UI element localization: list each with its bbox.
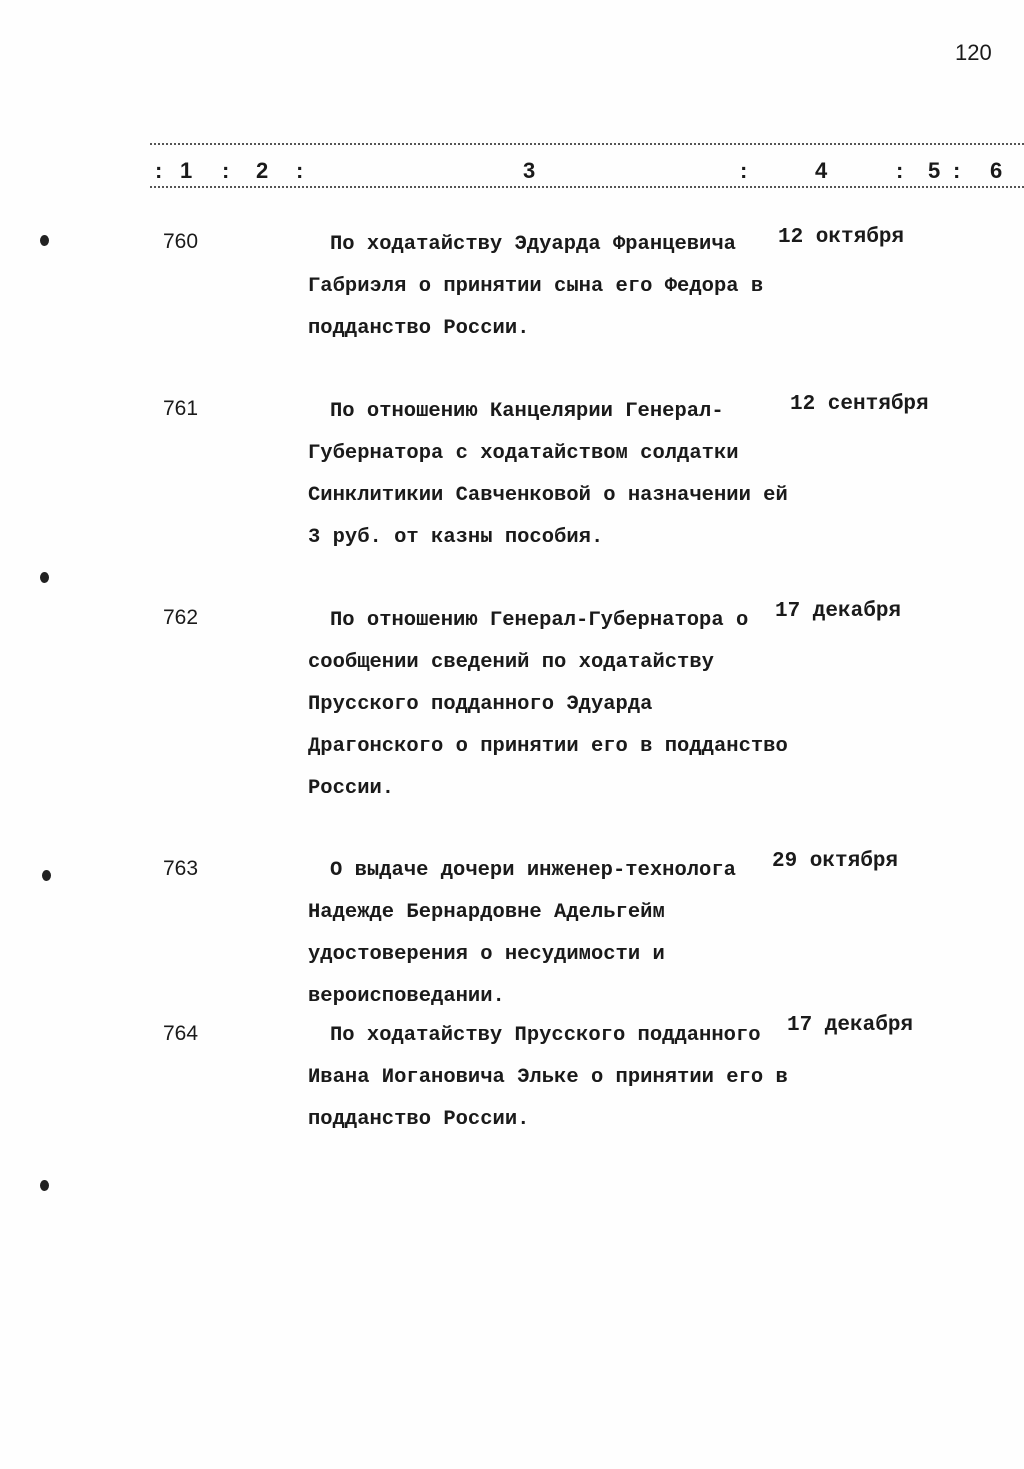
entry-number: 762 [163,606,199,629]
entry-date: 17 декабря [775,600,902,623]
column-separator: : [740,158,748,183]
page-number: 120 [955,40,992,65]
header-bottom-rule [150,186,1024,188]
binder-hole-mark [40,235,49,246]
entry-date: 12 сентября [790,393,929,416]
column-header-2: 2 [256,158,269,183]
column-header-1: 1 [180,158,193,183]
binder-hole-mark [42,870,51,881]
entry-date: 12 октября [778,226,905,249]
entry-number: 761 [163,397,199,420]
entry-text: По ходатайству Эдуарда Францевича Габриэля о принятии сына его Федора в подданство России. [308,233,764,340]
column-separator: : [155,158,163,183]
column-header-3: 3 [523,158,536,183]
column-header-5: 5 [928,158,941,183]
entry-text: По отношению Генерал-Губернатора о сообщении сведений по ходатайству Прусского подданного Эдуарда Драгонского о принятии его в подданство России. [308,609,788,800]
entry-text: По ходатайству Прусского подданного Ивана Иогановича Эльке о принятии его в подданство России. [308,1024,788,1131]
column-separator: : [222,158,230,183]
binder-hole-mark [40,572,49,583]
entry-date: 29 октября [772,850,899,873]
entry-date: 17 декабря [787,1014,914,1037]
entry-number: 763 [163,857,199,880]
entry-number: 760 [163,230,199,253]
column-separator: : [296,158,304,183]
column-header-6: 6 [990,158,1003,183]
entry-text: О выдаче дочери инженер-технолога Надежде Бернардовне Адельгейм удостоверения о несудимости и вероисповедании. [308,859,736,1008]
header-top-rule [150,143,1024,145]
binder-hole-mark [40,1180,49,1191]
entry-number: 764 [163,1022,199,1045]
entry-text: По отношению Канцелярии Генерал-Губернатора с ходатайством солдатки Синклитикии Савченковой о назначении ей 3 руб. от казны пособия. [308,400,788,549]
column-header-4: 4 [815,158,828,183]
column-separator: : [953,158,961,183]
column-separator: : [896,158,904,183]
